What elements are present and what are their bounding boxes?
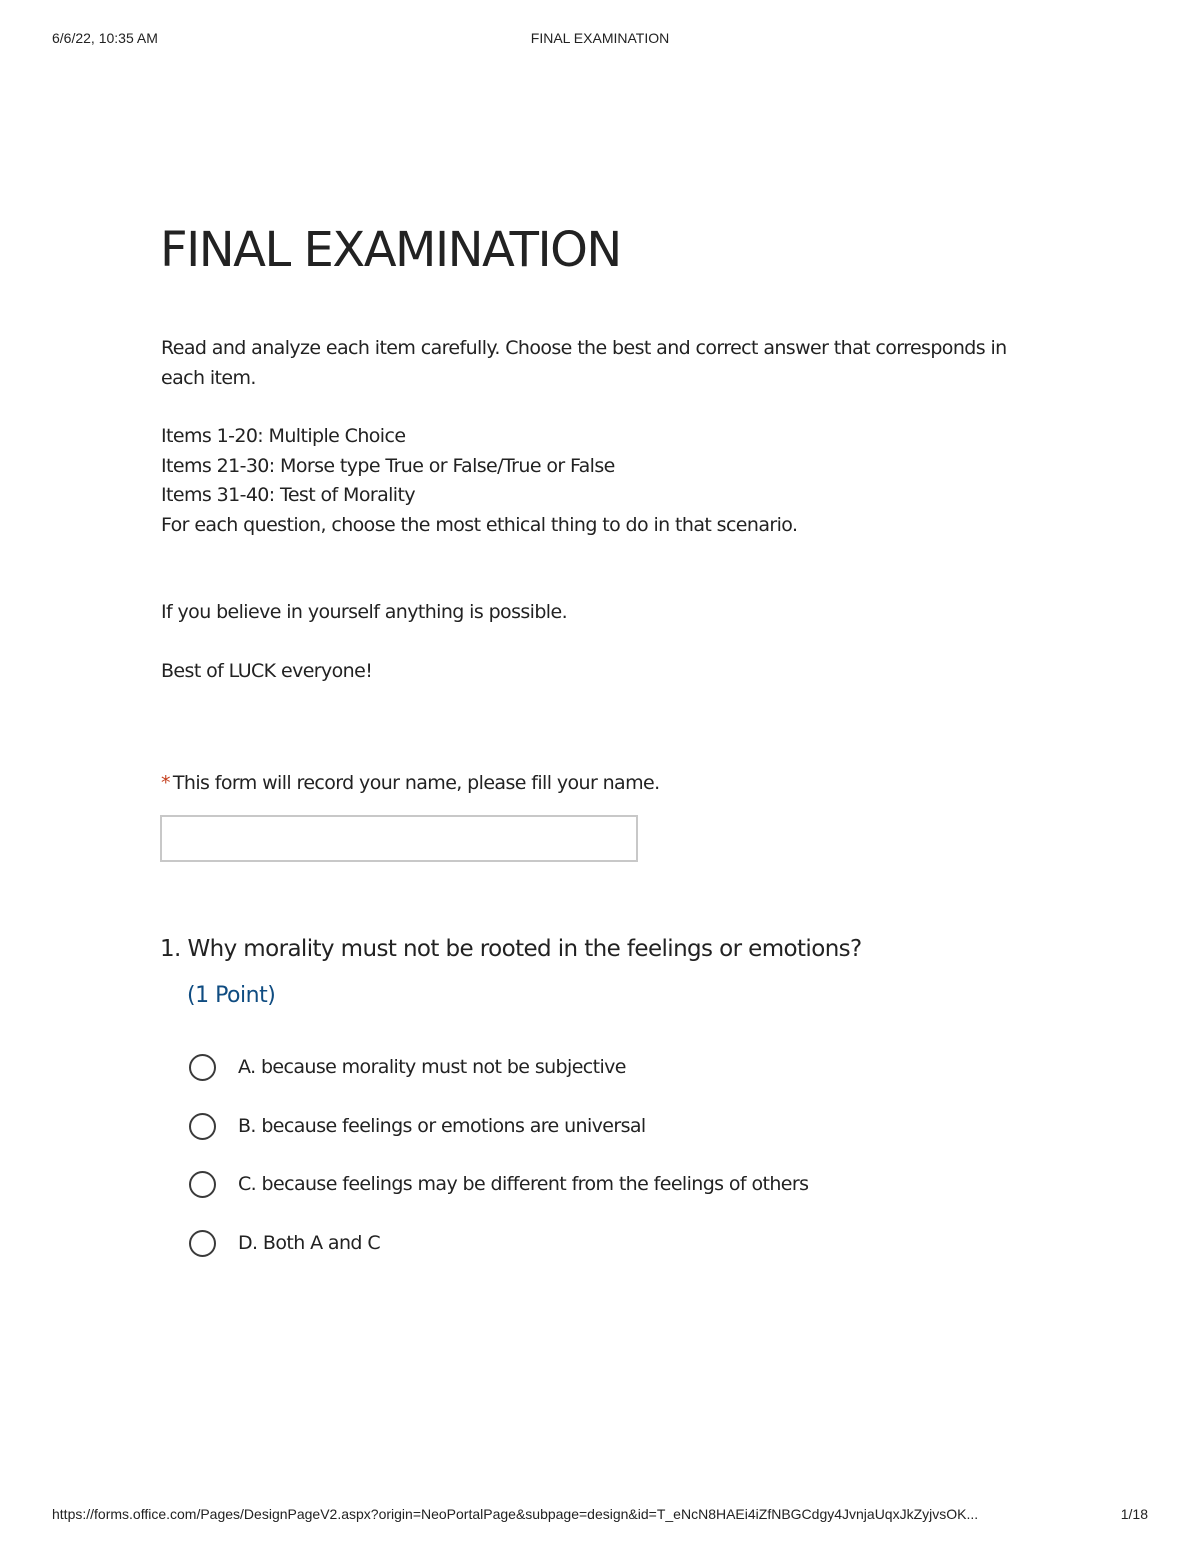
option-label[interactable]: C. because feelings may be different from the feelings of others xyxy=(238,1173,809,1195)
radio-button-icon[interactable] xyxy=(189,1113,216,1140)
form-title: FINAL EXAMINATION xyxy=(160,222,621,278)
option-label[interactable]: A. because morality must not be subjective xyxy=(238,1056,626,1078)
description-closing: Best of LUCK everyone! xyxy=(161,659,373,682)
name-input[interactable] xyxy=(160,815,638,862)
question-1-option-d[interactable] xyxy=(189,1227,380,1259)
required-asterisk: * xyxy=(161,772,170,794)
option-label[interactable]: B. because feelings or emotions are universal xyxy=(238,1115,646,1137)
question-1-option-a[interactable] xyxy=(189,1051,626,1083)
description-item-line: Items 1-20: Multiple Choice xyxy=(161,425,406,447)
radio-button-icon[interactable] xyxy=(189,1171,216,1198)
option-label[interactable]: D. Both A and C xyxy=(238,1232,380,1254)
question-1-option-b[interactable] xyxy=(189,1110,646,1142)
description-intro: Read and analyze each item carefully. Choose the best and correct answer that corresponds in each item. xyxy=(161,337,1007,389)
name-question-text: This form will record your name, please fill your name. xyxy=(172,772,660,794)
question-1-number: 1. xyxy=(160,936,181,962)
print-header xyxy=(52,30,1148,50)
print-url: https://forms.office.com/Pages/DesignPageV2.aspx?origin=NeoPortalPage&subpage=design&id=T_eNcN8HAEi4iZfNBGCdgy4JvnjaUqxJkZyjvsOK... xyxy=(52,1506,979,1522)
question-1-points: (1 Point) xyxy=(187,983,276,1008)
question-1-text: Why morality must not be rooted in the feelings or emotions? xyxy=(187,936,862,962)
print-datetime: 6/6/22, 10:35 AM xyxy=(52,30,158,46)
description-item-line: For each question, choose the most ethical thing to do in that scenario. xyxy=(161,513,798,536)
description-item-line: Items 21-30: Morse type True or False/True or False xyxy=(161,454,615,477)
question-1-title xyxy=(160,936,862,962)
radio-button-icon[interactable] xyxy=(189,1230,216,1257)
question-1-option-c[interactable] xyxy=(189,1168,808,1200)
description-item-line: Items 31-40: Test of Morality xyxy=(161,484,415,506)
form-description xyxy=(161,334,1041,686)
radio-button-icon[interactable] xyxy=(189,1054,216,1081)
print-title: FINAL EXAMINATION xyxy=(530,30,670,46)
print-page-number: 1/18 xyxy=(1120,1506,1148,1522)
name-question-label xyxy=(161,772,660,794)
description-motivation: If you believe in yourself anything is possible. xyxy=(161,601,568,623)
